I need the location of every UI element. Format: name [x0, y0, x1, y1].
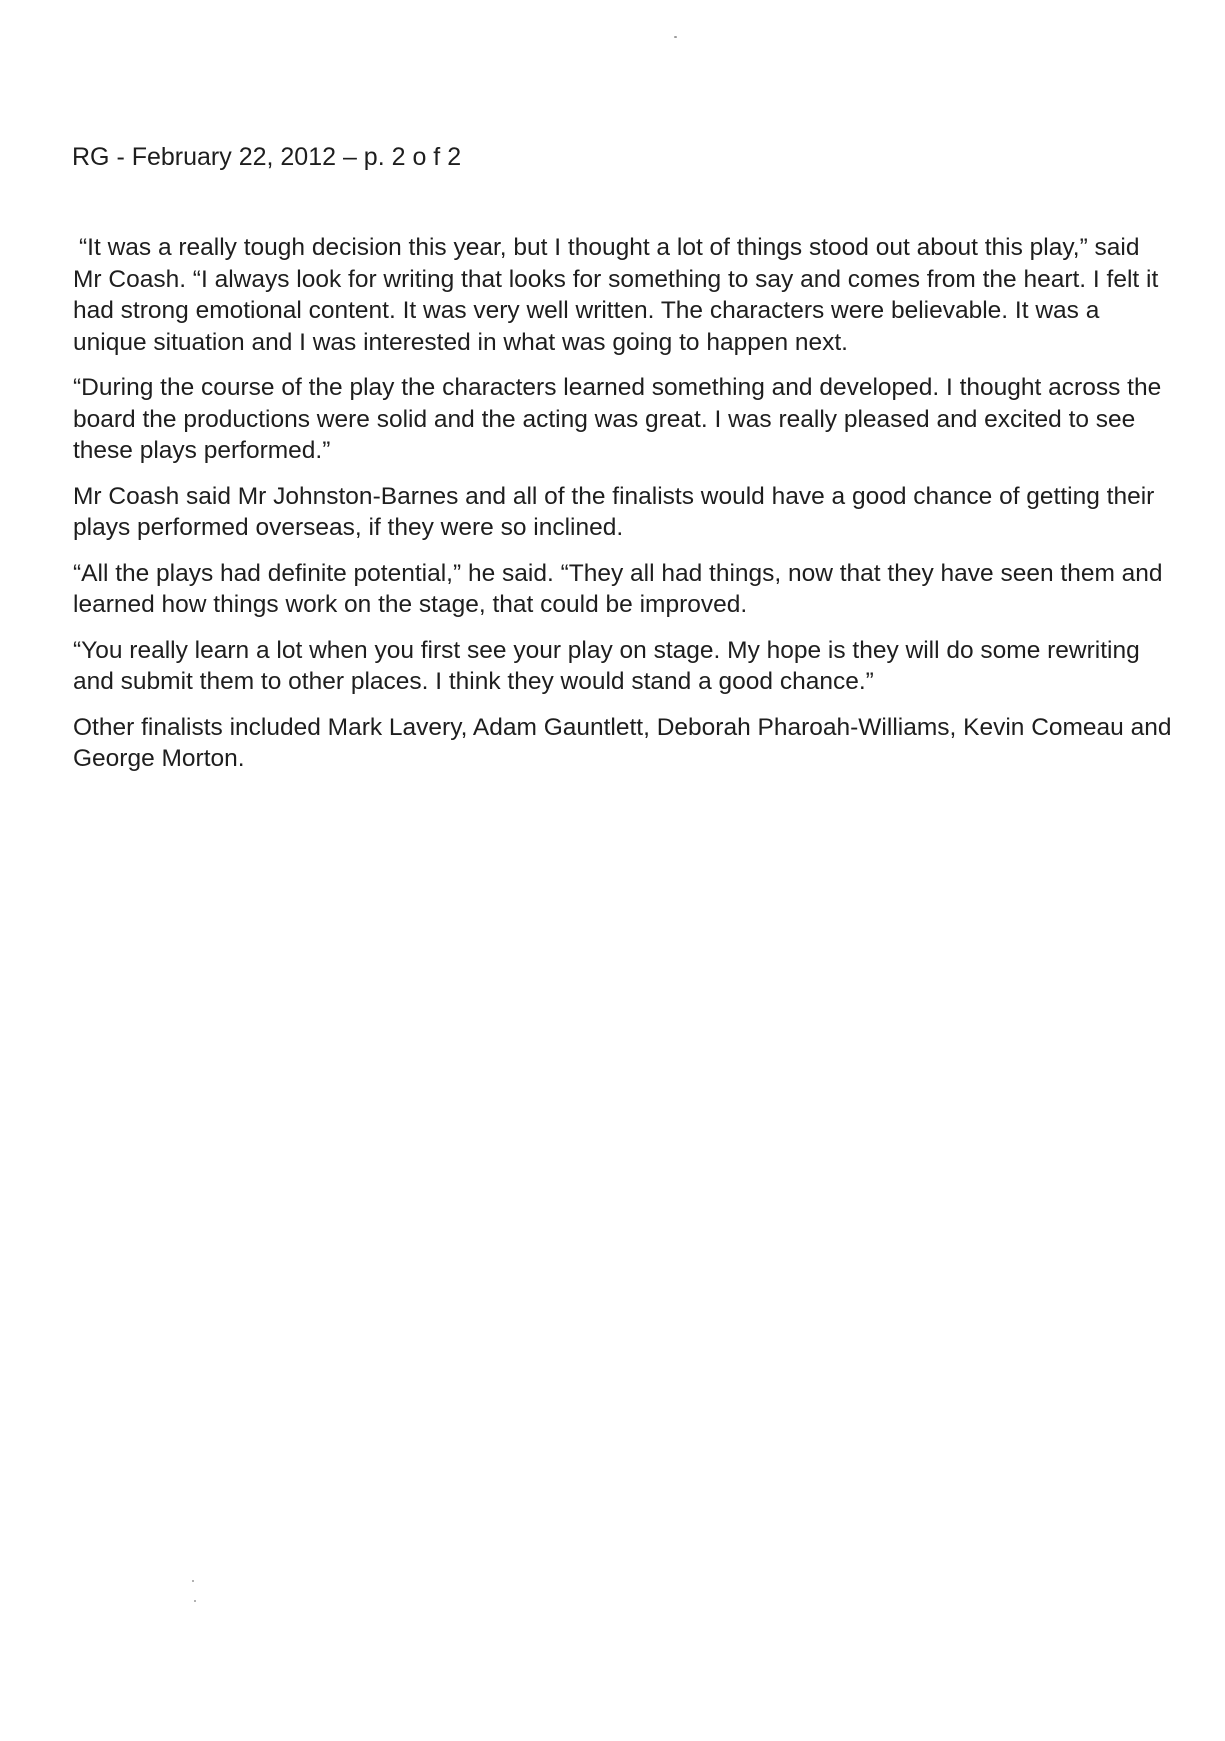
paragraph-1: “It was a really tough decision this year, but I thought a lot of things stood out about this play,” said Mr Coash. “I always look for writing that looks for something to say and comes from the heart. I felt it had strong emotional content. It was very well written. The characters were believable. It was a unique situation and I was interested in what was going to happen next. [73, 234, 1159, 356]
scan-speck [194, 1600, 196, 1602]
article-body [73, 232, 1173, 789]
scan-speck [192, 1580, 194, 1582]
page-header: RG - February 22, 2012 – p. 2 o f 2 [72, 143, 462, 171]
paragraph-4: “All the plays had definite potential,” he said. “They all had things, now that they have seen them and learned how things work on the stage, that could be improved. [73, 559, 1163, 618]
paragraph-2: “During the course of the play the characters learned something and developed. I thought across the board the productions were solid and the acting was great. I was really pleased and excited to see these plays performed.” [73, 374, 1162, 464]
paragraph-6: Other finalists included Mark Lavery, Adam Gauntlett, Deborah Pharoah-Williams, Kevin Comeau and George Morton. [73, 713, 1172, 772]
paragraph-5: “You really learn a lot when you first see your play on stage. My hope is they will do some rewriting and submit them to other places. I think they would stand a good chance.” [73, 636, 1140, 695]
scan-speck [674, 36, 677, 38]
paragraph-3: Mr Coash said Mr Johnston-Barnes and all of the finalists would have a good chance of getting their plays performed overseas, if they were so inclined. [73, 482, 1155, 541]
